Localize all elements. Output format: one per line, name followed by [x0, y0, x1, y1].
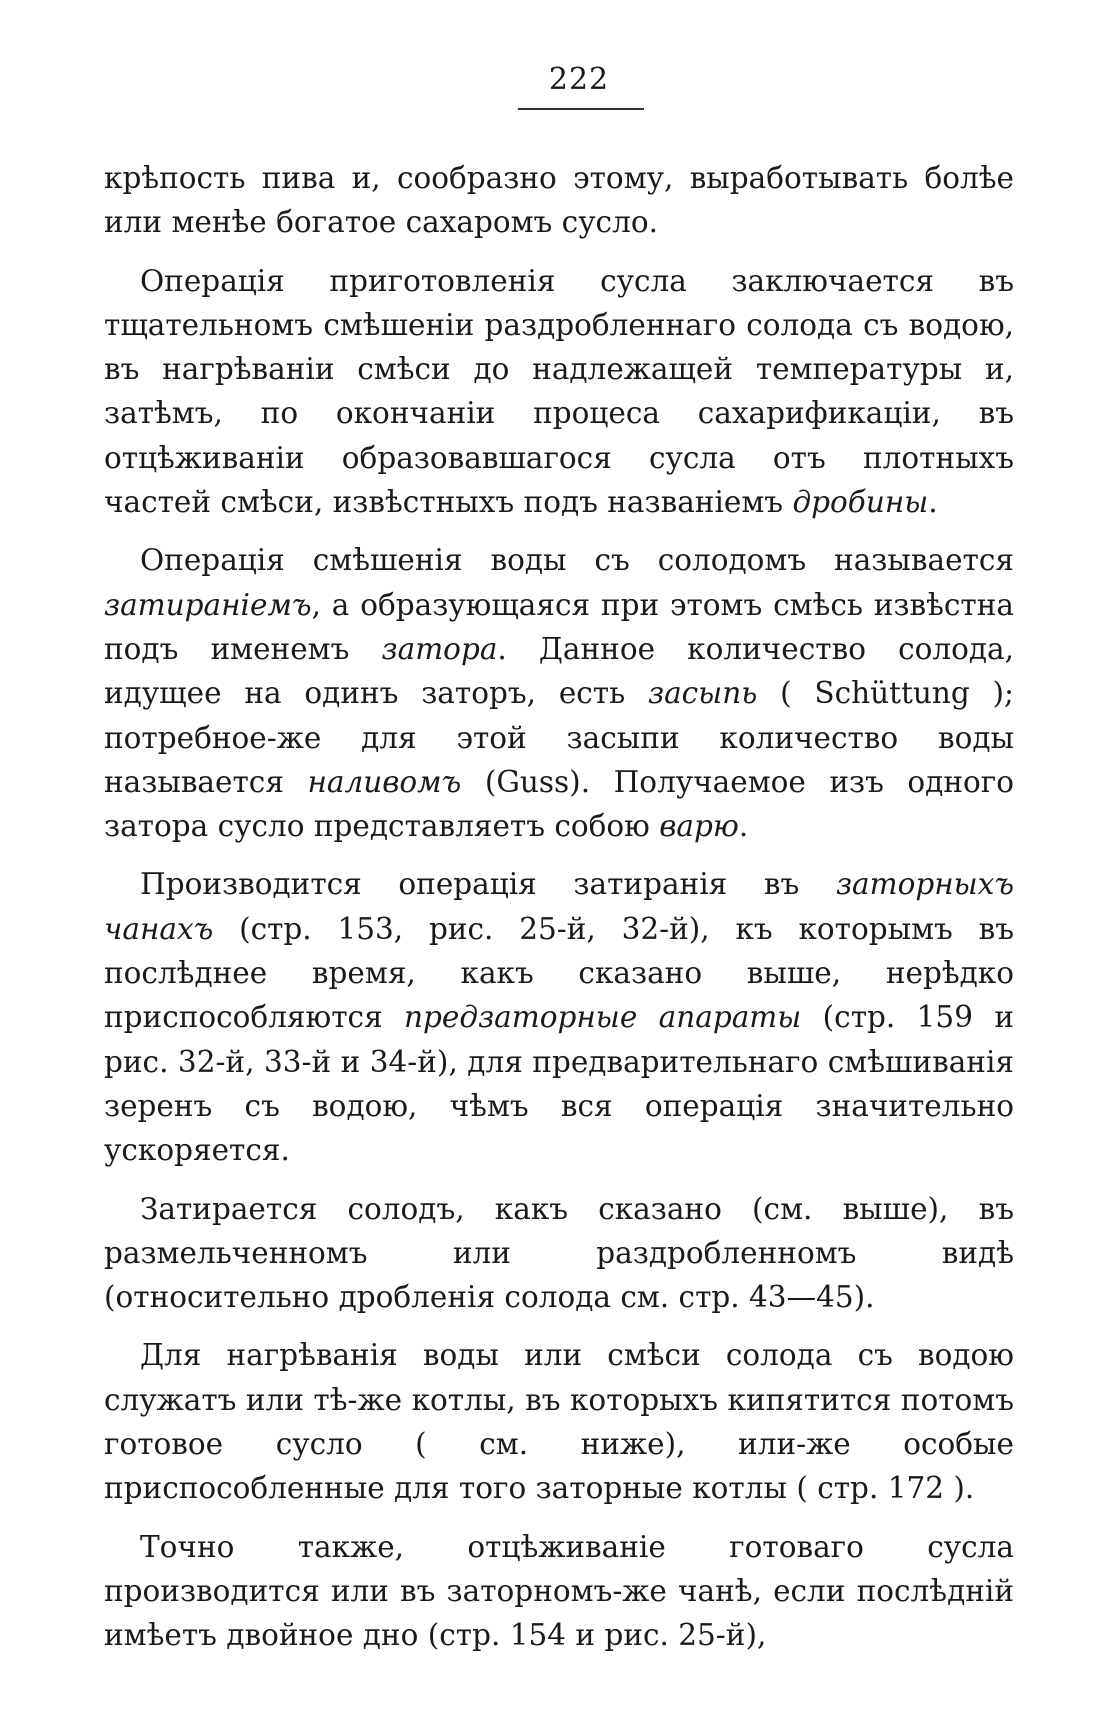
- paragraph: [104, 538, 1014, 848]
- page-number: 222: [548, 62, 610, 97]
- text-run: крѣпость пива и, сообразно этому, выработывать болѣе или менѣе богатое сахаромъ сусло.: [104, 161, 1014, 240]
- text-run: Затирается солодъ, какъ сказано (см. выше), въ размельченномъ или раздробленномъ видѣ (относительно дробленія солода см. стр. 43—45).: [104, 1191, 1014, 1315]
- text-run: (Guss). Получаемое изъ одного затора сусло представляетъ собою: [104, 764, 1014, 844]
- body-text: [104, 156, 1014, 1658]
- paragraph: [104, 259, 1014, 525]
- text-run: . Данное количество солода, идущее на одинъ заторъ, есть: [104, 631, 1014, 711]
- italic-term: предзаторные апараты: [404, 1000, 802, 1035]
- header-rule: [518, 108, 644, 110]
- text-run: ( Schüttung ); потребное-же для этой засыпи количество воды называется: [104, 676, 1014, 799]
- text-run: .: [738, 809, 749, 844]
- text-run: Операція приготовленія сусла заключается въ тщательномъ смѣшеніи раздробленнаго солода съ водою, въ нагрѣваніи смѣси до надлежащей температуры и, затѣмъ, по окончаніи процеса сахарификаціи, въ отцѣживаніи образовавшагося сусла отъ плотныхъ частей смѣси, извѣстныхъ подъ названіемъ: [104, 263, 1014, 520]
- paragraph: [104, 1187, 1014, 1320]
- book-page: [104, 62, 1014, 1672]
- text-run: Производится операція затиранія въ: [140, 867, 836, 902]
- italic-term: дробины: [792, 485, 929, 520]
- italic-term: затираніемъ: [104, 587, 312, 622]
- text-run: Для нагрѣванія воды или смѣси солода съ водою служатъ или тѣ-же котлы, въ которыхъ кипятится потомъ готовое сусло ( см. ниже), или-же особые приспособленные для того заторные котлы ( стр. 172 ).: [104, 1338, 1014, 1506]
- italic-term: варю: [659, 809, 739, 844]
- italic-term: затора: [381, 631, 498, 666]
- text-run: .: [928, 485, 938, 520]
- paragraph: [104, 1525, 1014, 1658]
- italic-term: заторныхъ чанахъ: [104, 867, 1014, 946]
- text-run: , а образующаяся при этомъ смѣсь извѣстна подъ именемъ: [104, 587, 1014, 666]
- text-run: (стр. 153, рис. 25-й, 32-й), къ которымъ въ послѣднее время, какъ сказано выше, нерѣдко приспособляются: [104, 911, 1014, 1035]
- text-run: Операція смѣшенія воды съ солодомъ называется: [140, 543, 1014, 578]
- italic-term: засыпь: [647, 676, 758, 711]
- paragraph: [104, 1333, 1014, 1510]
- paragraph: [104, 156, 1014, 245]
- paragraph: [104, 862, 1014, 1172]
- italic-term: наливомъ: [307, 764, 462, 799]
- text-run: (стр. 159 и рис. 32-й, 33-й и 34-й), для предварительнаго смѣшиванія зеренъ съ водою, чѣмъ вся операція значительно ускоряется.: [104, 1000, 1014, 1168]
- text-run: Точно также, отцѣживаніе готоваго сусла производится или въ заторномъ-же чанѣ, если послѣдній имѣетъ двойное дно (стр. 154 и рис. 25-й),: [104, 1529, 1014, 1653]
